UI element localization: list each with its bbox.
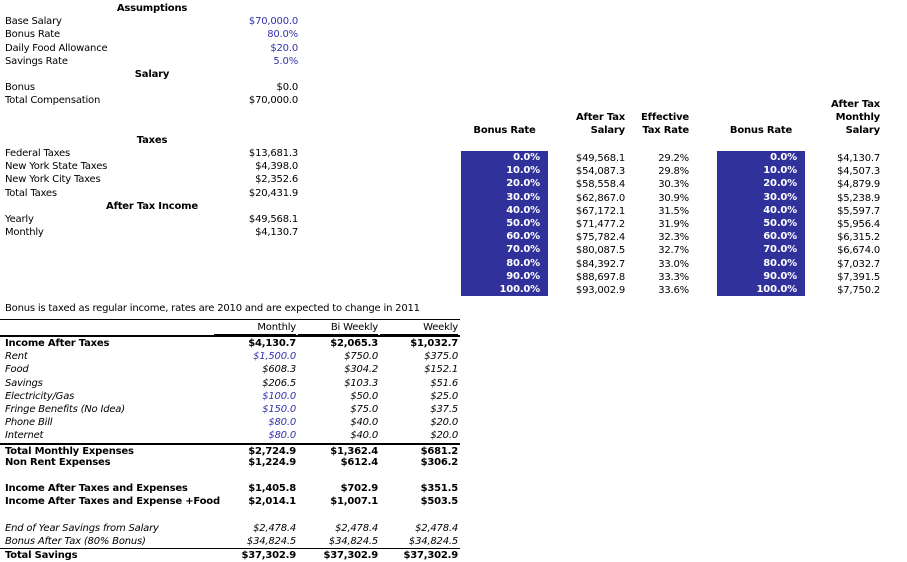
- budget-row: [0, 429, 460, 442]
- bonus-rate-cell[interactable]: 90.0%: [506, 270, 540, 282]
- header-line: Salary: [845, 125, 880, 137]
- summary-row: [0, 108, 304, 121]
- summary-row: [0, 226, 304, 239]
- bonus-rate-cell[interactable]: 70.0%: [506, 244, 540, 256]
- budget-cell: $2,478.4: [335, 522, 378, 534]
- cell-value: $4,130.7: [255, 227, 298, 239]
- budget-row: [0, 508, 460, 521]
- effective-tax-rate-cell: 29.8%: [658, 166, 689, 178]
- after-tax-salary-cell: $67,172.1: [575, 205, 625, 217]
- cell-value[interactable]: 5.0%: [273, 55, 298, 67]
- budget-row: [0, 456, 460, 469]
- bonus-rate-cell[interactable]: 60.0%: [506, 231, 540, 243]
- budget-cell: $351.5: [420, 483, 458, 495]
- budget-cell[interactable]: $100.0: [262, 390, 296, 402]
- budget-row: [0, 416, 460, 429]
- cell-value[interactable]: $20.0: [270, 42, 298, 54]
- budget-cell: $304.2: [344, 364, 378, 376]
- header-line: After Tax: [831, 98, 880, 110]
- bonus-rate-cell[interactable]: 90.0%: [763, 270, 797, 282]
- budget-cell: $40.0: [350, 417, 378, 429]
- bonus-rate-cell[interactable]: 80.0%: [506, 257, 540, 269]
- effective-tax-rate-cell: 31.5%: [658, 205, 689, 217]
- after-tax-monthly-salary-cell: $4,879.9: [837, 179, 880, 191]
- cell-value[interactable]: $70,000.0: [248, 16, 298, 28]
- budget-cell: $1,362.4: [330, 445, 378, 457]
- cell-value: $49,568.1: [248, 214, 298, 225]
- after-tax-monthly-salary-cell: $5,956.4: [837, 218, 880, 230]
- budget-col-header-monthly: Monthly: [214, 321, 296, 335]
- header-line: Monthly: [835, 112, 880, 123]
- cell-value[interactable]: 80.0%: [267, 29, 298, 41]
- budget-cell: $2,065.3: [330, 338, 378, 349]
- budget-cell: $1,405.8: [248, 483, 296, 495]
- effective-tax-rate-cell: 30.3%: [658, 179, 689, 191]
- budget-cell: $1,224.9: [248, 456, 296, 468]
- budget-cell[interactable]: $150.0: [262, 403, 296, 415]
- after-tax-monthly-salary-header: [780, 98, 880, 138]
- budget-row: [0, 495, 460, 508]
- budget-cell: $37,302.9: [241, 550, 296, 561]
- bonus-rate-cell[interactable]: 40.0%: [506, 204, 540, 216]
- budget-row: [0, 350, 460, 363]
- summary-row: [0, 94, 304, 107]
- bonus-rate-cell[interactable]: 20.0%: [763, 178, 797, 190]
- budget-row-label: Savings: [5, 377, 43, 389]
- budget-row: [0, 443, 460, 456]
- bonus-rate-cell[interactable]: 20.0%: [506, 178, 540, 190]
- budget-cell: $702.9: [340, 483, 378, 495]
- budget-cell[interactable]: $80.0: [268, 430, 296, 442]
- row-label: Yearly: [5, 214, 34, 225]
- row-label: Bonus: [5, 82, 35, 94]
- budget-cell: $503.5: [420, 496, 458, 508]
- row-label: Federal Taxes: [5, 148, 71, 160]
- row-label: Bonus Rate: [5, 29, 60, 41]
- bonus-rate-cell[interactable]: 80.0%: [763, 257, 797, 269]
- row-label: Monthly: [5, 227, 44, 239]
- effective-tax-rate-cell: 31.9%: [658, 218, 689, 230]
- summary-row: [0, 147, 304, 160]
- summary-panel: [0, 2, 304, 239]
- bonus-rate-input-column: [717, 151, 805, 296]
- bonus-rate-cell[interactable]: 0.0%: [513, 152, 540, 163]
- bonus-rate-cell[interactable]: 10.0%: [506, 165, 540, 177]
- after-tax-monthly-salary-cell: $7,032.7: [837, 258, 880, 270]
- header-line: Tax Rate: [642, 125, 689, 137]
- bonus-rate-input-column: [461, 151, 548, 296]
- budget-cell: $34,824.5: [328, 535, 378, 547]
- summary-row: [0, 42, 304, 55]
- budget-cell: $34,824.5: [408, 535, 458, 547]
- bonus-rate-cell[interactable]: 70.0%: [763, 244, 797, 256]
- summary-row: [0, 160, 304, 173]
- cell-value: $4,398.0: [255, 161, 298, 173]
- budget-cell: $306.2: [420, 456, 458, 468]
- bonus-rate-cell[interactable]: 30.0%: [506, 191, 540, 203]
- summary-row: [0, 28, 304, 41]
- row-label: New York City Taxes: [5, 174, 101, 186]
- budget-col-header-biweekly: Bi Weekly: [298, 321, 378, 335]
- summary-row: [0, 15, 304, 28]
- summary-row: [0, 121, 304, 134]
- cell-value: $0.0: [276, 82, 298, 94]
- budget-row: [0, 535, 460, 548]
- budget-cell: $37,302.9: [323, 550, 378, 561]
- budget-cell: $25.0: [430, 390, 458, 402]
- bonus-rate-cell[interactable]: 50.0%: [763, 217, 797, 229]
- budget-cell: $1,032.7: [410, 338, 458, 349]
- budget-cell: $206.5: [262, 377, 296, 389]
- budget-cell: $1,007.1: [330, 496, 378, 508]
- effective-tax-rate-cell: 32.3%: [658, 232, 689, 244]
- budget-cell: $37.5: [430, 403, 458, 415]
- effective-tax-rate-cell: 29.2%: [658, 153, 689, 164]
- row-label: Savings Rate: [5, 55, 68, 67]
- budget-table: [0, 319, 460, 561]
- effective-tax-rate-cell: 30.9%: [658, 192, 689, 204]
- after-tax-salary-cell: $80,087.5: [575, 245, 625, 257]
- budget-cell: $4,130.7: [248, 338, 296, 349]
- budget-cell: $608.3: [262, 364, 296, 376]
- tax-note: Bonus is taxed as regular income, rates are 2010 and are expected to change in 2011: [5, 303, 420, 314]
- budget-cell: $2,478.4: [415, 522, 458, 534]
- budget-cell: $103.3: [344, 377, 378, 389]
- summary-row: [0, 173, 304, 186]
- budget-col-header-weekly: Weekly: [380, 321, 458, 335]
- budget-cell: $681.2: [420, 445, 458, 457]
- cell-value: $2,352.6: [255, 174, 298, 186]
- header-line: Salary: [590, 125, 625, 137]
- row-label: Daily Food Allowance: [5, 42, 108, 54]
- effective-tax-rate-cell: 33.3%: [658, 271, 689, 283]
- bonus-rate-header: Bonus Rate: [729, 125, 793, 137]
- summary-row: [0, 81, 304, 94]
- budget-row: [0, 403, 460, 416]
- budget-cell: $34,824.5: [246, 535, 296, 547]
- budget-cell: $75.0: [350, 403, 378, 415]
- after-tax-monthly-salary-cell: $5,597.7: [837, 205, 880, 217]
- budget-row: [0, 337, 460, 350]
- after-tax-salary-cell: $84,392.7: [575, 258, 625, 270]
- row-label: New York State Taxes: [5, 161, 108, 173]
- budget-row: [0, 363, 460, 376]
- after-tax-monthly-salary-cell: $6,315.2: [837, 232, 880, 244]
- budget-row: [0, 482, 460, 495]
- bonus-rate-cell[interactable]: 40.0%: [763, 204, 797, 216]
- budget-cell: $51.6: [430, 377, 458, 389]
- budget-row-label: Bonus After Tax (80% Bonus): [5, 535, 146, 547]
- budget-cell: $2,478.4: [253, 522, 296, 534]
- budget-cell: $20.0: [430, 430, 458, 442]
- budget-row: [0, 377, 460, 390]
- section-title: Taxes: [136, 134, 168, 146]
- row-label: Total Taxes: [5, 187, 57, 199]
- section-title: Assumptions: [116, 3, 188, 14]
- effective-tax-rate-column: [630, 152, 689, 297]
- budget-row-label: Income After Taxes: [5, 338, 110, 349]
- after-tax-monthly-salary-cell: $6,674.0: [837, 245, 880, 257]
- budget-row: [0, 390, 460, 403]
- bonus-rate-cell[interactable]: 30.0%: [763, 191, 797, 203]
- budget-cell: $37,302.9: [403, 550, 458, 561]
- section-title: After Tax Income: [106, 200, 198, 212]
- budget-row-label: Income After Taxes and Expenses: [5, 483, 188, 495]
- bonus-rate-cell[interactable]: 100.0%: [756, 283, 797, 295]
- bonus-rate-cell[interactable]: 50.0%: [506, 217, 540, 229]
- summary-row: [0, 187, 304, 200]
- bonus-rate-cell[interactable]: 100.0%: [499, 283, 540, 295]
- budget-row-label: Rent: [5, 351, 28, 363]
- budget-row-label: Fringe Benefits (No Idea): [5, 403, 125, 415]
- budget-row-label: Electricity/Gas: [5, 390, 75, 402]
- budget-row-label: Non Rent Expenses: [5, 456, 111, 468]
- section-title: Salary: [134, 68, 170, 80]
- after-tax-monthly-salary-column: [800, 152, 880, 297]
- budget-row: [0, 469, 460, 482]
- budget-cell: $152.1: [424, 364, 458, 376]
- after-tax-monthly-salary-cell: $5,238.9: [837, 192, 880, 204]
- after-tax-monthly-salary-cell: $7,750.2: [837, 284, 880, 296]
- after-tax-salary-cell: $93,002.9: [575, 284, 625, 296]
- budget-cell: $612.4: [340, 456, 378, 468]
- budget-cell[interactable]: $80.0: [268, 417, 296, 429]
- budget-cell: $20.0: [430, 417, 458, 429]
- row-label: Total Compensation: [5, 95, 101, 107]
- budget-row-label: Income After Taxes and Expense +Food: [5, 496, 220, 508]
- after-tax-monthly-salary-cell: $7,391.5: [837, 271, 880, 283]
- bonus-rate-header: Bonus Rate: [473, 125, 536, 137]
- budget-row-label: Total Savings: [5, 550, 78, 561]
- budget-cell: $2,014.1: [248, 496, 296, 508]
- effective-tax-rate-cell: 33.6%: [658, 284, 689, 296]
- after-tax-salary-column: [548, 152, 625, 297]
- summary-row: [0, 55, 304, 68]
- bonus-rate-cell[interactable]: 0.0%: [770, 152, 797, 163]
- budget-rows: [0, 335, 460, 561]
- header-line: After Tax: [576, 112, 625, 123]
- effective-tax-rate-header: [610, 111, 689, 137]
- after-tax-salary-cell: $88,697.8: [575, 271, 625, 283]
- budget-cell: $750.0: [344, 351, 378, 363]
- after-tax-salary-cell: $49,568.1: [575, 153, 625, 164]
- bonus-rate-cell[interactable]: 60.0%: [763, 231, 797, 243]
- effective-tax-rate-cell: 32.7%: [658, 245, 689, 257]
- effective-tax-rate-cell: 33.0%: [658, 258, 689, 270]
- after-tax-monthly-salary-cell: $4,507.3: [837, 166, 880, 178]
- budget-cell[interactable]: $1,500.0: [253, 351, 296, 363]
- budget-row-label: Food: [5, 364, 29, 376]
- budget-cell: $375.0: [424, 351, 458, 363]
- budget-row: [0, 522, 460, 535]
- row-label: Base Salary: [5, 16, 62, 28]
- budget-header-row: [0, 320, 460, 335]
- cell-value: $20,431.9: [248, 187, 298, 199]
- summary-row: [0, 213, 304, 226]
- after-tax-salary-cell: $75,782.4: [575, 232, 625, 244]
- budget-row: [0, 548, 460, 561]
- cell-value: $70,000.0: [248, 95, 298, 107]
- after-tax-salary-cell: $58,558.4: [575, 179, 625, 191]
- budget-cell: $40.0: [350, 430, 378, 442]
- cell-value: $13,681.3: [248, 148, 298, 160]
- budget-row-label: Phone Bill: [5, 417, 53, 429]
- budget-row-label: Internet: [5, 430, 44, 442]
- after-tax-salary-cell: $62,867.0: [575, 192, 625, 204]
- header-line: Effective: [641, 112, 689, 123]
- after-tax-salary-cell: $54,087.3: [575, 166, 625, 178]
- after-tax-salary-cell: $71,477.2: [575, 218, 625, 230]
- budget-cell: $2,724.9: [248, 445, 296, 457]
- budget-row-label: Total Monthly Expenses: [5, 445, 134, 457]
- bonus-rate-cell[interactable]: 10.0%: [763, 165, 797, 177]
- after-tax-monthly-salary-cell: $4,130.7: [837, 153, 880, 164]
- budget-row-label: End of Year Savings from Salary: [5, 522, 159, 534]
- budget-cell: $50.0: [350, 390, 378, 402]
